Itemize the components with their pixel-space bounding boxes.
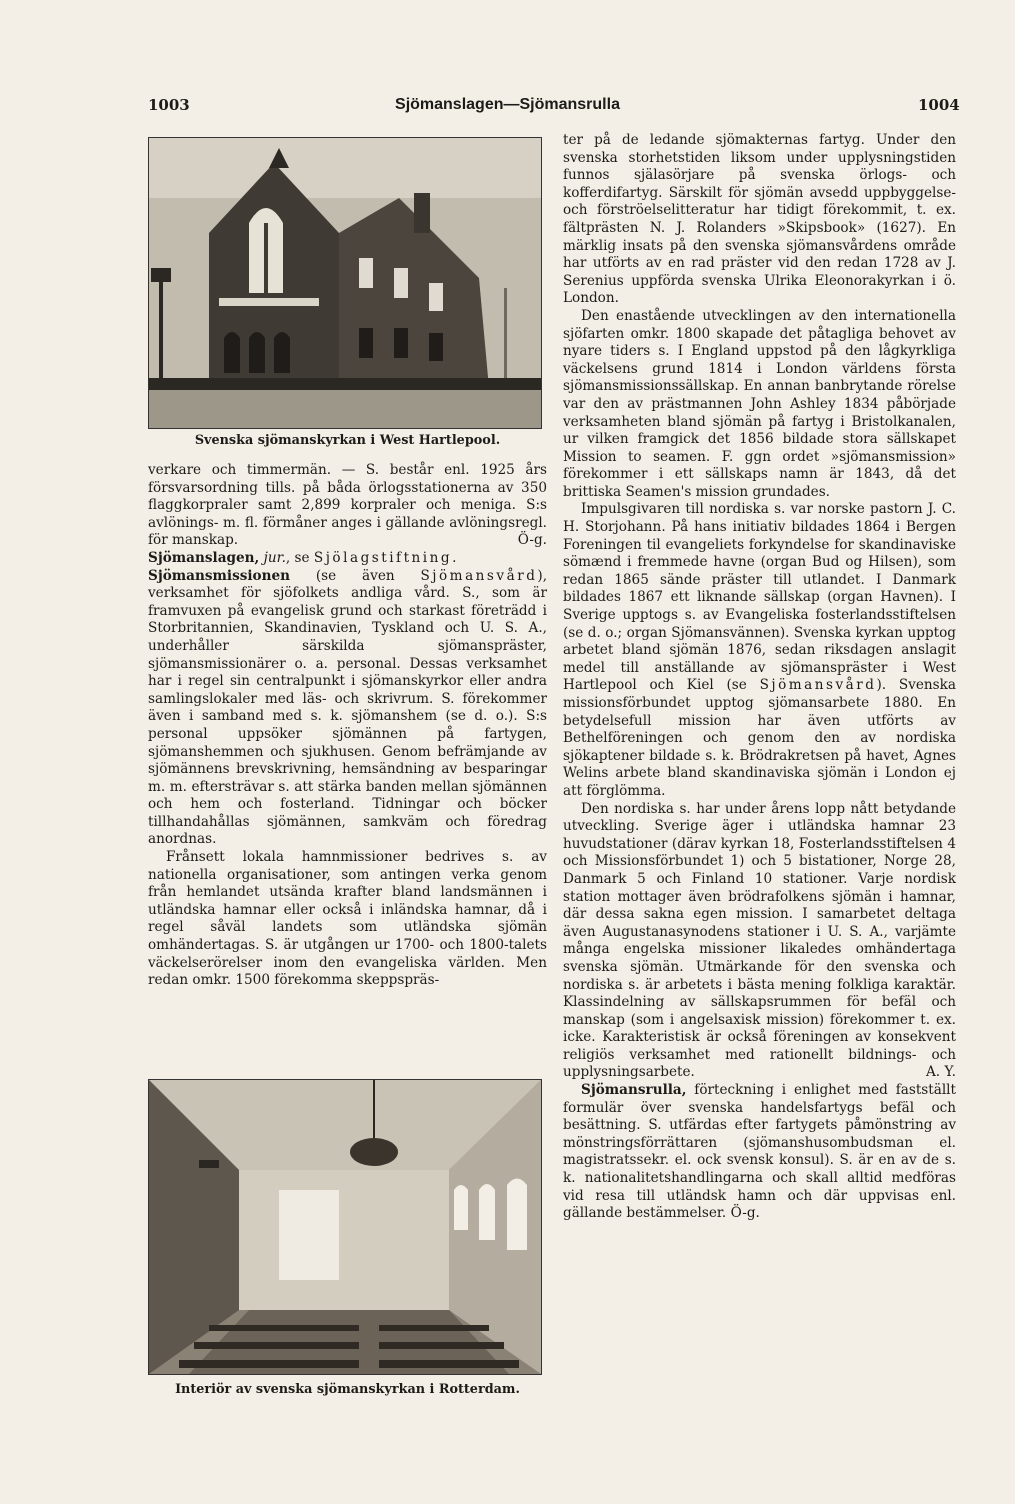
church-interior-photo <box>148 1079 542 1375</box>
page-number-right: 1004 <box>918 96 960 114</box>
church-exterior-illustration <box>149 138 541 428</box>
right-paragraph-1: ter på de ledande sjömakternas fartyg. Under den svenska storhetstiden liksom under upplysningstiden funnos själasörjare på svenska örlogs- och kofferdifartyg. Särskilt för sjömän avsedd uppbyggelse- och förströelselitteratur har tidigt förekommit, t. ex. fältprästen N. J. Rolanders »Skipsbook» (1627). En märklig insats på den svenska sjömansvårdens område har utförts av en rad präster vid den redan 1728 av J. Serenius uppförda svenska Ulrika Eleonorakyrkan i ö. London. <box>563 132 956 307</box>
entry-sjomanslagen-head: Sjömanslagen, <box>148 549 260 566</box>
entry-sjomansrulla-text: förteckning i enlighet med fastställt formulär över svenska handelsfartygs befäl och besättning. S. utfärdas efter fartygets påmönstring av mönstringsförrättaren (sjömanshusombudsman el. magistratssekr. el. ock svensk konsul). S. är en av de s. k. nationalitetshandlingarna och skall alltid medföras vid resa till utländsk hamn och där uppvisas enl. gällande bestämmelser. <box>563 1082 956 1222</box>
right-paragraph-3-ref: Sjömansvård <box>759 677 877 694</box>
right-paragraph-4 <box>563 801 956 1083</box>
page-number-left: 1003 <box>148 96 190 114</box>
entry-sjomansmissionen-pre: (se även <box>315 567 395 584</box>
left-paragraph-3: Frånsett lokala hamnmissioner bedrives s. av nationella organisationer, som antingen verka genom från hemlandet utsända krafter bland landsmännen i utländska hamnar eller också i inländska hamnar, då i regel såväl landets som utländska sjömän omhändertagas. S. är utgången ur 1700- och 1800-talets väckelserörelser inom den evangeliska världen. Men redan omkr. 1500 förekomma skeppspräs- <box>148 849 547 989</box>
right-paragraph-3 <box>563 501 956 800</box>
church-exterior-caption: Svenska sjömanskyrkan i West Hartlepool. <box>194 433 501 448</box>
page-title: Sjömanslagen—Sjömansrulla <box>395 96 620 113</box>
entry-sjomansmissionen-text: ), verksamhet för sjöfolkets andliga vård. S., som är framvuxen på evangelisk grund och starkast företrädd i Storbritannien, Skandinavien, Tyskland och U. S. A., underhåller särskilda sjömanspräster, sjömansmissionärer o. a. personal. Dessas verksamhet har i regel sin centralpunkt i sjömanskyrkor eller andra samlingslokaler med läs- och skrivrum. S. förekommer även i samband med s. k. sjömanshem (se d. o.). S:s personal uppsöker sjömännen på fartygen, sjömanshemmen och sjukhusen. Genom befrämjande av sjömännens brevskrivning, hemsändning av besparingar m. m. eftersträvar s. att stärka banden mellan sjömännen och hem och fosterland. Tidningar och böcker tillhandahållas sjömännen, samkväm och föredrag anordnas. <box>148 567 548 848</box>
church-interior-caption: Interiör av svenska sjömanskyrkan i Rotterdam. <box>175 1382 520 1397</box>
right-paragraph-4-text: Den nordiska s. har under årens lopp nått betydande utveckling. Sverige äger i utländska hamnar 23 huvudstationer (därav kyrkan 18, Fosterlandsstiftelsen 4 och Missionsförbundet 1) och 5 bistationer, Norge 28, Danmark 5 och Finland 10 stationer. Varje nordisk station mottager även brödrafolkens sjömän i hamnar, där dessa sakna egen mission. I samarbetet deltaga även Augustanasynodens stationer i U. S. A., varjämte många engelska missioner likaledes omhändertaga svenska sjömän. Utmärkande för den svenska och nordiska s. är arbetets i bästa mening folkliga karaktär. Klassindelning av sällskapsrummen för befäl och manskap (som i angelsaxisk mission) förekommer t. ex. icke. Karakteristisk är också föreningen av konsekvent religiös verksamhet med rationellt bildnings- och upplysningsarbete. <box>563 800 956 1081</box>
entry-sjomanslagen-text: , se <box>285 549 310 566</box>
entry-sjomansmissionen-head: Sjömansmissionen <box>148 567 291 584</box>
entry-sjomanslagen-ref: Sjölagstiftning. <box>313 549 459 566</box>
right-paragraph-2: Den enastående utvecklingen av den internationella sjöfarten omkr. 1800 skapade det påtagliga behovet av nyare tiders s. I England uppstod på den lågkyrkliga väckelsens grund 1814 i London världens första sjömansmissionssällskap. En annan banbrytande rörelse var den av prästmannen John Ashley 1834 påbörjade verksamheten bland sjömän på fartyg i Bristolkanalen, ur vilken framgick det 1856 bildade stora sällskapet Mission to seamen. F. ggn ordet »sjömansmission» förekommer i ett sällskaps namn är 1843, då det brittiska Seamen's mission grundades. <box>563 307 956 500</box>
right-paragraph-3-text-a: Impulsgivaren till nordiska s. var norske pastorn J. C. H. Storjohann. På hans initiativ bildades 1864 i Bergen Foreningen til evangeliets forkyndelse for skandinaviske sömænd i fremmede havne (organ Bud og Hilsen), som redan 1865 sände präster till utlandet. I Danmark bildades 1867 ett liknande sällskap (organ Havnen). I Sverige upptogs s. av Evangeliska fosterlandsstiftelsen (se d. o.; organ Sjömansvännen). Svenska kyrkan upptog arbetet bland sjömän 1876, sedan riksdagen anslagit medel till anställande av sjömanspräster i West Hartlepool och Kiel (se <box>563 501 956 694</box>
entry-sjomansmissionen-ref: Sjömansvård <box>420 567 538 584</box>
left-paragraph-1-text: verkare och timmermän. — S. består enl. 1925 års försvarsordning tills. på båda örlogsstationerna av 350 flaggkorpraler samt 2,899 korpraler och meniga. S:s avlönings- m. fl. förmåner anges i gällande avlöningsregl. för manskap. <box>148 462 547 549</box>
signature-ay: A. Y. <box>925 1064 956 1081</box>
right-paragraph-3-text-b: ). Svenska missionsförbundet upptog sjömansarbete 1880. En betydelsefull mission har även utförts av Bethelföreningen och genom den av nordiska sjökaptener bildade s. k. Brödrakretsen på havet, Agnes Welins arbete bland skandinaviska sjömän i London ej att förglömma. <box>563 677 956 799</box>
right-column <box>563 132 956 1223</box>
church-exterior-photo <box>148 137 542 429</box>
signature-og-1: Ö-g. <box>517 532 547 549</box>
entry-sjomanslagen-abbr: jur. <box>263 549 286 566</box>
entry-sjomansrulla-head: Sjömansrulla, <box>581 1082 687 1099</box>
entry-sjomansrulla <box>563 1082 956 1223</box>
left-paragraph-1 <box>148 462 547 550</box>
left-column <box>148 462 547 990</box>
signature-og-2: Ö-g. <box>730 1205 760 1222</box>
entry-sjomansmissionen <box>148 568 547 850</box>
church-interior-illustration <box>149 1080 541 1374</box>
entry-sjomanslagen <box>148 550 547 568</box>
